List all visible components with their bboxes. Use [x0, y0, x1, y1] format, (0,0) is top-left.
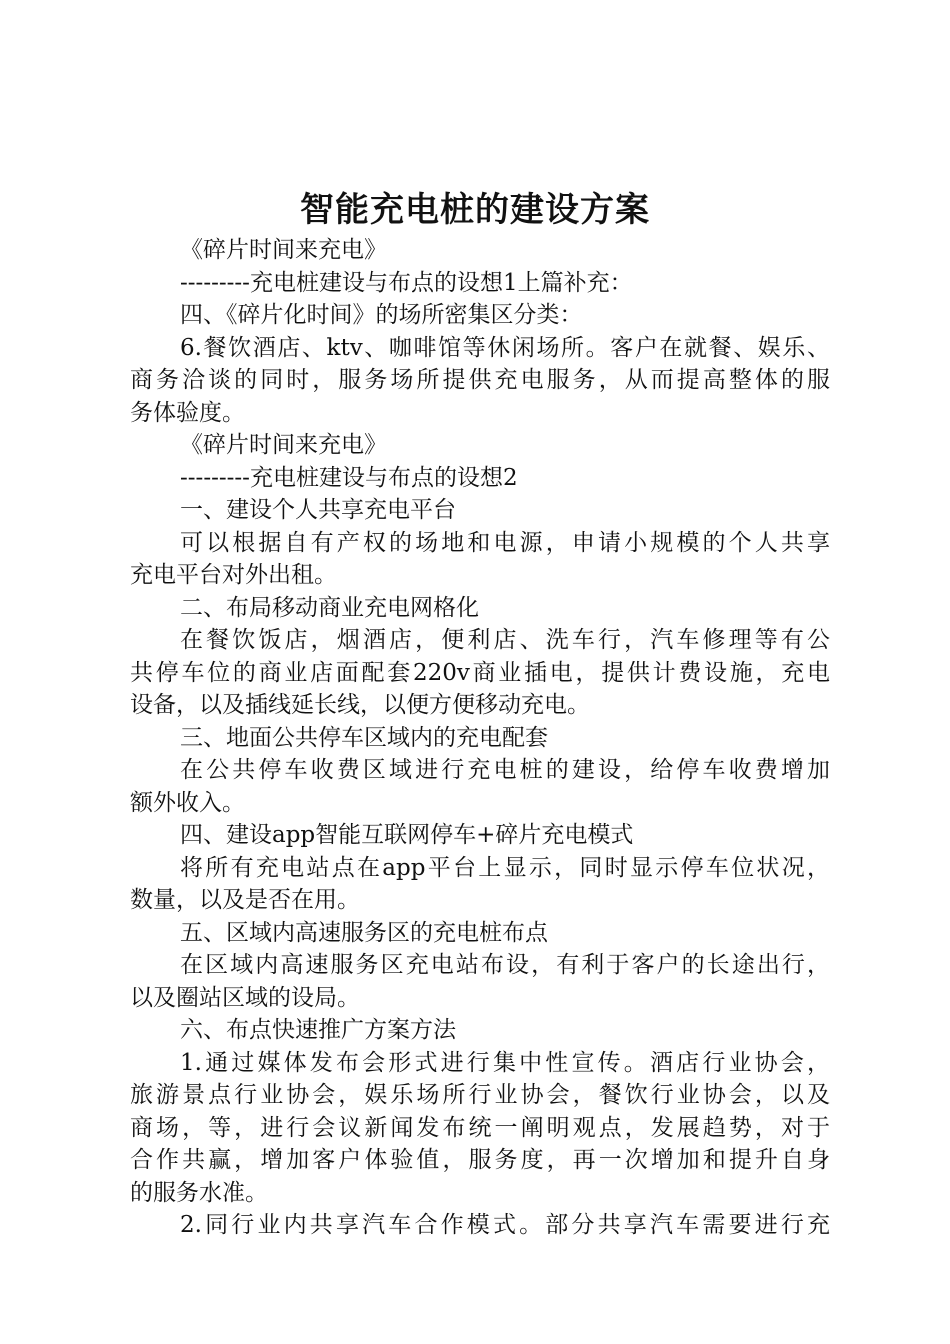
- text-line: 四、《碎片化时间》的场所密集区分类：: [180, 302, 583, 328]
- section-heading: 五、区域内高速服务区的充电桩布点: [180, 919, 548, 946]
- section-heading: 三、地面公共停车区域内的充电配套: [180, 724, 548, 751]
- text-line: 在公共停车收费区域进行充电桩的建设，给停车收费增加: [180, 757, 830, 783]
- text-line: 充电平台对外出租。: [130, 562, 337, 588]
- text-line: ---------充电桩建设与布点的设想1上篇补充：: [180, 269, 633, 296]
- text-line: 商务洽谈的同时，服务场所提供充电服务，从而提高整体的服: [130, 367, 830, 393]
- text-line: 将所有充电站点在app平台上显示，同时显示停车位状况，: [180, 854, 830, 881]
- text-line: 的服务水准。: [130, 1179, 268, 1206]
- text-line: 共停车位的商业店面配套220v商业插电，提供计费设施，充电: [130, 659, 830, 686]
- text-line: ---------充电桩建设与布点的设想2: [180, 464, 518, 491]
- text-line: 可以根据自有产权的场地和电源，申请小规模的个人共享: [180, 529, 830, 556]
- section-heading: 一、建设个人共享充电平台: [180, 497, 456, 523]
- section-heading: 六、布点快速推广方案方法: [180, 1017, 456, 1043]
- text-line: 《碎片时间来充电》: [180, 432, 387, 458]
- text-line: 以及圈站区域的设局。: [130, 984, 360, 1011]
- text-line: 在区域内高速服务区充电站布设，有利于客户的长途出行，: [180, 952, 830, 978]
- text-line: 2.同行业内共享汽车合作模式。部分共享汽车需要进行充: [180, 1212, 830, 1238]
- document-body: [130, 234, 830, 1242]
- text-line: 6.餐饮酒店、ktv、咖啡馆等休闲场所。客户在就餐、娱乐、: [180, 334, 830, 361]
- text-line: 《碎片时间来充电》: [180, 237, 387, 263]
- text-line: 合作共赢，增加客户体验值，服务度，再一次增加和提升自身: [130, 1147, 830, 1173]
- section-heading: 二、布局移动商业充电网格化: [180, 594, 479, 621]
- text-line: 额外收入。: [130, 789, 245, 816]
- text-line: 1.通过媒体发布会形式进行集中性宣传。酒店行业协会，: [180, 1049, 830, 1076]
- text-line: 商场，等，进行会议新闻发布统一阐明观点，发展趋势，对于: [130, 1114, 830, 1141]
- text-line: 务体验度。: [130, 399, 245, 426]
- text-line: 在餐饮饭店，烟酒店，便利店、洗车行，汽车修理等有公: [180, 627, 830, 653]
- text-line: 旅游景点行业协会，娱乐场所行业协会，餐饮行业协会，以及: [130, 1082, 830, 1108]
- text-line: 数量，以及是否在用。: [130, 887, 360, 913]
- section-heading: 四、建设app智能互联网停车+碎片充电模式: [180, 822, 634, 848]
- text-line: 设备，以及插线延长线，以便方便移动充电。: [130, 692, 590, 718]
- document-title: 智能充电桩的建设方案: [300, 190, 650, 230]
